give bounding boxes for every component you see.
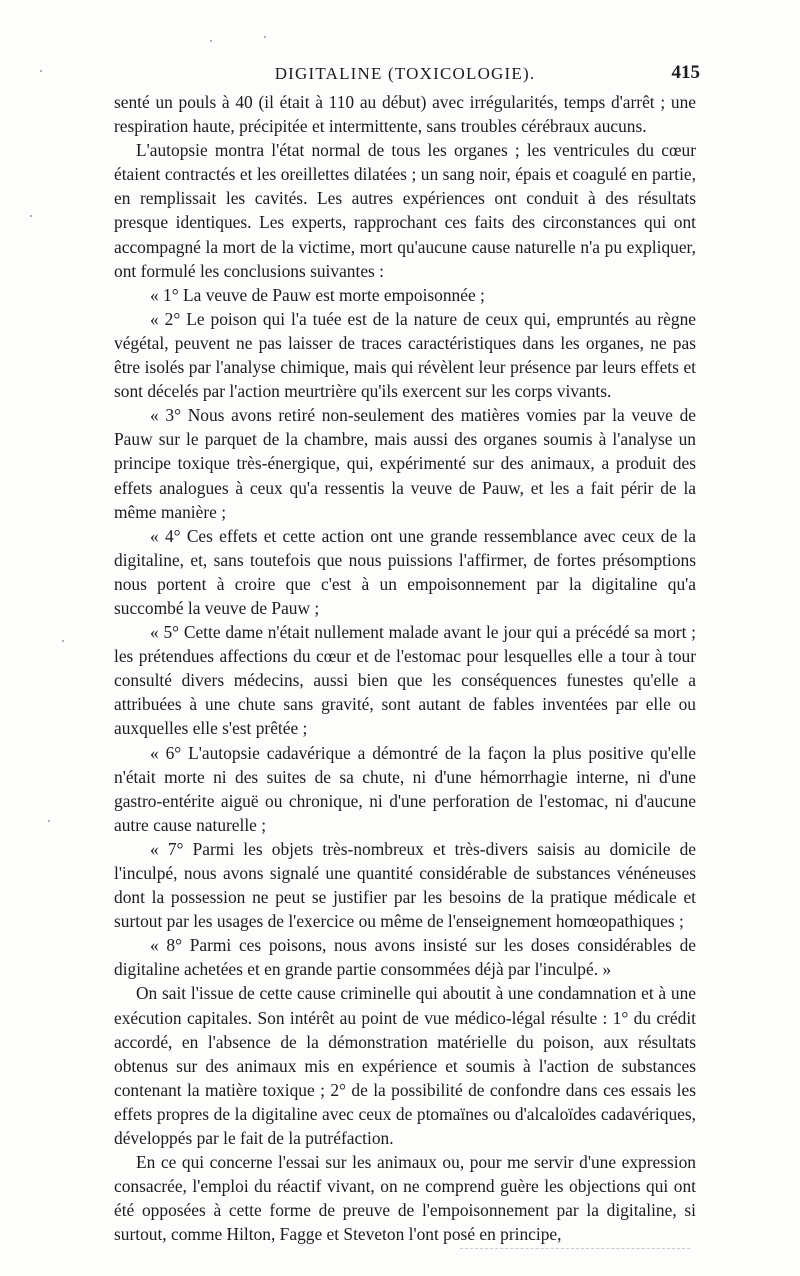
scan-speck bbox=[40, 70, 42, 72]
conclusion-7: « 7° Parmi les objets très-nombreux et très-divers saisis au domicile de l'inculpé, nous avons signalé une quantité considérable de substances vénéneuses dont la possession ne peut se justifier par les besoins de la pratique médicale et surtout par les usages de l'exercice ou même de l'enseignement homœopathiques ; bbox=[114, 838, 696, 932]
page-number: 415 bbox=[671, 62, 700, 83]
paragraph-case-issue: On sait l'issue de cette cause criminelle qui aboutit à une condamnation et à une exécution capitales. Son intérêt au point de vue médico-légal résulte : 1° du crédit accordé, en l'absence de la démonstration matérielle du poison, aux résultats obtenus sur des animaux mis en expérience et soumis à l'action de substances contenant la matière toxique ; 2° de la possibilité de confondre dans ces essais les effets propres de la digitaline avec ceux de ptomaïnes ou d'alcaloïdes cadavériques, développés par le fait de la putréfaction. bbox=[114, 983, 696, 1149]
scan-speck bbox=[48, 820, 50, 822]
body-text bbox=[114, 90, 696, 1247]
scan-speck bbox=[264, 36, 266, 38]
scan-speck bbox=[210, 40, 212, 42]
conclusion-5: « 5° Cette dame n'était nullement malade avant le jour qui a précédé sa mort ; les prétendues affections du cœur et de l'estomac pour lesquelles elle a tour à tour consulté divers médecins, aussi bien que les conséquences funestes qu'elle a attribuées à une chute sans gravité, sont autant de fables inventées par elle ou auxquelles elle s'est prêtée ; bbox=[114, 622, 696, 739]
paragraph-animal-test: En ce qui concerne l'essai sur les animaux ou, pour me servir d'une expression consacrée, l'emploi du réactif vivant, on ne comprend guère les objections qui ont été opposées à cette forme de preuve de l'empoisonnement par la digitaline, si surtout, comme Hilton, Fagge et Steveton l'ont posé en principe, bbox=[114, 1152, 696, 1245]
conclusion-8: « 8° Parmi ces poisons, nous avons insisté sur les doses considérables de digitaline achetées et en grande partie consommées déjà par l'inculpé. » bbox=[114, 935, 696, 980]
conclusion-3: « 3° Nous avons retiré non-seulement des matières vomies par la veuve de Pauw sur le parquet de la chambre, mais aussi des organes soumis à l'analyse un principe toxique très-énergique, qui, expérimenté sur des animaux, a produit des effets analogues à ceux qu'a ressentis la veuve de Pauw, et les a fait périr de la même manière ; bbox=[114, 405, 696, 522]
running-title: DIGITALINE (TOXICOLOGIE). bbox=[274, 64, 536, 83]
running-head bbox=[110, 62, 700, 88]
paragraph-continuation: senté un pouls à 40 (il était à 110 au début) avec irrégularités, temps d'arrêt ; une respiration haute, précipitée et intermittente, sans troubles cérébraux aucuns. bbox=[114, 92, 696, 137]
paragraph-autopsy: L'autopsie montra l'état normal de tous les organes ; les ventricules du cœur étaient contractés et les oreillettes dilatées ; un sang noir, épais et coagulé en partie, en remplissait les cavités. Les autres expériences ont conduit à des résultats presque identiques. Les experts, rapprochant ces faits des circonstances qui ont accompagné la mort de la victime, mort qu'aucune cause naturelle n'a pu expliquer, ont formulé les conclusions suivantes : bbox=[114, 140, 696, 281]
conclusion-6: « 6° L'autopsie cadavérique a démontré de la façon la plus positive qu'elle n'était morte ni des suites de sa chute, ni d'une hémorrhagie interne, ni d'une gastro-entérite aiguë ou chronique, ni d'une perforation de l'estomac, ni d'aucune autre cause naturelle ; bbox=[114, 742, 696, 835]
scan-speck bbox=[62, 640, 64, 642]
conclusion-2: « 2° Le poison qui l'a tuée est de la nature de ceux qui, empruntés au règne végétal, peuvent ne pas laisser de traces caractéristiques dans les organes, ne pas être isolés par l'analyse chimique, mais qui révèlent leur présence par leurs effets et sont décelés par l'action meurtrière qu'ils exercent sur les corps vivants. bbox=[114, 308, 696, 402]
bottom-rule bbox=[460, 1248, 690, 1249]
conclusion-1: « 1° La veuve de Pauw est morte empoisonnée ; bbox=[150, 284, 485, 305]
conclusion-4: « 4° Ces effets et cette action ont une grande ressemblance avec ceux de la digitaline, et, sans toutefois que nous puissions l'affirmer, de fortes présomptions nous portent à croire que c'est à un empoisonnement par la digitaline qu'a succombé la veuve de Pauw ; bbox=[114, 525, 696, 618]
scan-speck bbox=[30, 215, 32, 217]
